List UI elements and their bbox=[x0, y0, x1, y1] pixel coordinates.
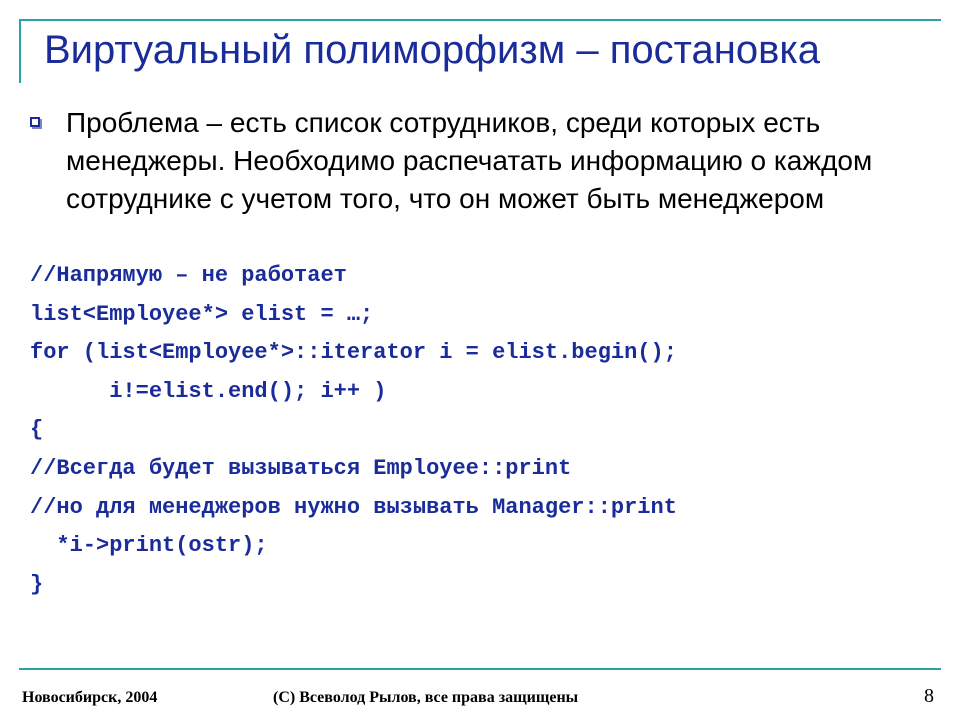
code-line: //но для менеджеров нужно вызывать Manager::print bbox=[30, 494, 677, 520]
code-line: //Всегда будет вызываться Employee::print bbox=[30, 455, 572, 481]
bullet-text: Проблема – есть список сотрудников, среди которых есть менеджеры. Необходимо распечатать информацию о каждом сотруднике с учетом того, что он может быть менеджером bbox=[66, 107, 873, 214]
footer-copyright: (C) Всеволод Рылов, все права защищены bbox=[273, 689, 579, 706]
code-block bbox=[30, 257, 677, 604]
code-line: *i->print(ostr); bbox=[30, 533, 268, 559]
footer-rule bbox=[19, 668, 941, 670]
code-line: //Напрямую – не работает bbox=[30, 263, 347, 288]
code-line: i!=elist.end(); i++ ) bbox=[30, 378, 387, 404]
code-line: { bbox=[30, 417, 44, 443]
header-top-rule bbox=[19, 19, 941, 21]
code-line: list<Employee*> elist = …; bbox=[30, 301, 374, 327]
code-line: for (list<Employee*>::iterator i = elist.begin(); bbox=[30, 340, 677, 366]
code-line: } bbox=[30, 571, 44, 597]
header-left-rule bbox=[19, 19, 21, 83]
hollow-square-bullet-icon bbox=[30, 117, 40, 127]
footer-location-year: Новосибирск, 2004 bbox=[22, 689, 158, 706]
page-number: 8 bbox=[924, 685, 934, 707]
slide-title: Виртуальный полиморфизм – постановка bbox=[44, 28, 820, 72]
